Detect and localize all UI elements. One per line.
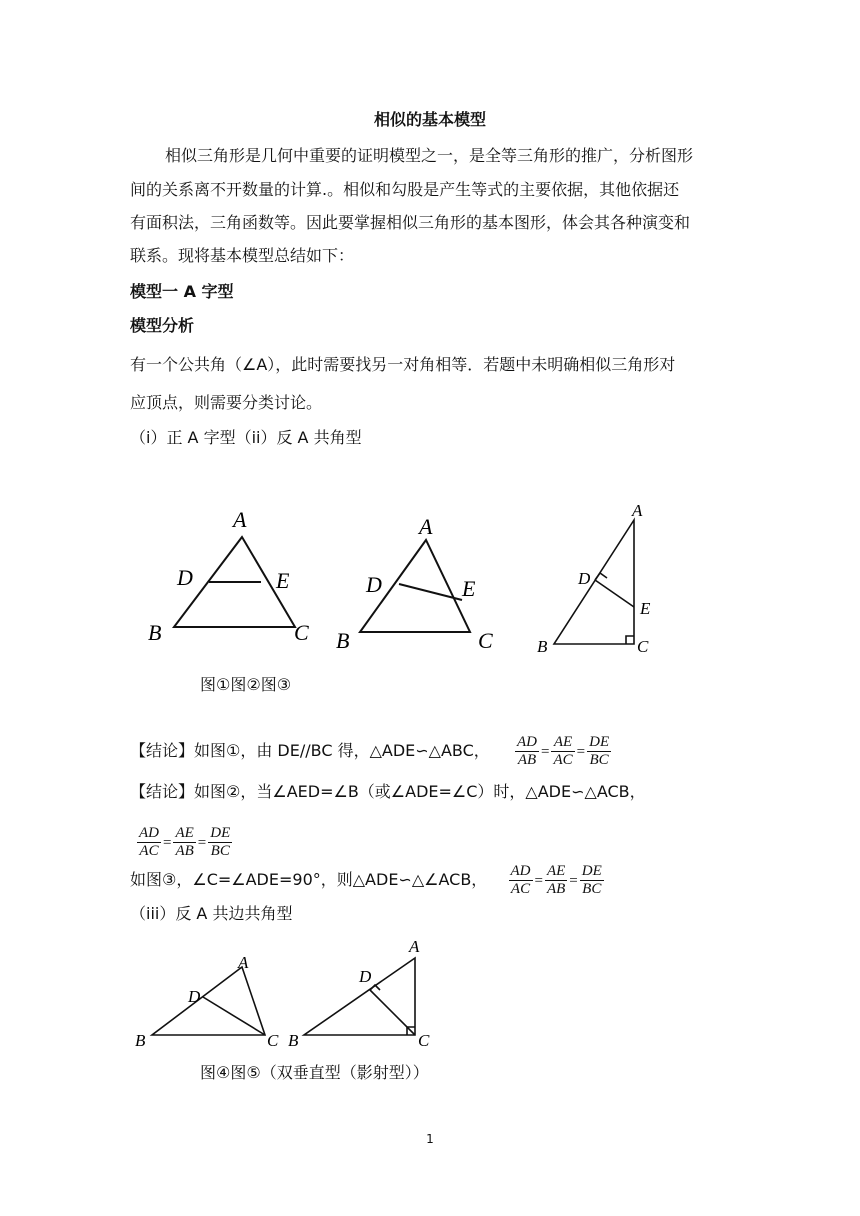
fig2-label-D: D — [366, 572, 382, 597]
c2-frac-3 — [208, 825, 232, 860]
c3-eq-2: = — [569, 872, 578, 889]
c1-frac-2 — [551, 734, 574, 769]
c2-frac-1-den: AC — [139, 843, 159, 859]
c1-frac-3-num: DE — [589, 734, 610, 750]
fig1-label-A: A — [233, 507, 247, 532]
c3-frac-1-num: AD — [510, 863, 531, 879]
figure-caption-1: 图①图②图③ — [200, 675, 292, 694]
conclusion-3-row — [130, 860, 605, 900]
fig4-label-D: D — [188, 987, 201, 1006]
fig1-label-C: C — [294, 620, 309, 645]
type3-line: （iii）反 A 共边共角型 — [130, 904, 293, 923]
fig3-label-A: A — [632, 501, 643, 520]
c1-frac-2-num: AE — [551, 734, 574, 752]
c2-frac-1 — [137, 825, 161, 860]
model1-heading: 模型一 A 字型 — [130, 282, 234, 301]
c1-frac-1-den: AB — [517, 752, 537, 768]
c2-eq-1: = — [163, 834, 172, 851]
c3-frac-2-num: AE — [546, 863, 566, 879]
figures-4-5 — [130, 930, 450, 1060]
c2-eq-2: = — [197, 834, 207, 851]
c3-frac-3-den: BC — [582, 881, 602, 897]
c2-frac-1-num: AD — [139, 825, 159, 841]
conclusion-2-text: 【结论】如图②，当∠AED=∠B（或∠ADE=∠C）时，△ADE∽△ACB， — [130, 782, 646, 801]
fig4-label-C: C — [267, 1031, 279, 1050]
figure-3 — [554, 520, 634, 644]
intro-line-3: 有面积法，三角函数等。因此要掌握相似三角形的基本图形，体会其各种演变和 — [130, 213, 691, 232]
conclusion-1-row — [130, 731, 612, 771]
fig1-label-B: B — [148, 620, 162, 645]
fig2-label-A: A — [419, 514, 433, 539]
figure-4 — [152, 967, 265, 1035]
fig5-label-A: A — [409, 937, 420, 956]
c2-frac-2-num: AE — [175, 825, 194, 841]
fig5-label-B: B — [288, 1031, 299, 1050]
analysis-line-1: 有一个公共角（∠A），此时需要找另一对角相等．若题中未明确相似三角形对 — [130, 355, 676, 374]
page-number: 1 — [426, 1132, 434, 1146]
c2-frac-2-den: AB — [175, 843, 194, 859]
fig3-label-E: E — [640, 599, 651, 618]
fig2-label-C: C — [478, 628, 493, 653]
c3-frac-2 — [545, 863, 567, 898]
analysis-heading: 模型分析 — [130, 316, 195, 335]
c3-frac-3 — [580, 863, 604, 898]
c1-eq-2: = — [576, 743, 586, 760]
intro-line-2: 间的关系离不开数量的计算.。相似和勾股是产生等式的主要依据，其他依据还 — [130, 180, 680, 199]
conclusion-3-text: 如图③，∠C=∠ADE=90°，则△ADE∽△∠ACB， — [130, 870, 488, 889]
c1-frac-1-num: AD — [517, 734, 537, 750]
fig5-label-C: C — [418, 1031, 430, 1050]
analysis-line-2: 应顶点，则需要分类讨论。 — [130, 393, 323, 412]
intro-line-4: 联系。现将基本模型总结如下： — [130, 246, 355, 265]
fig5-label-D: D — [359, 967, 372, 986]
c3-frac-2-den: AB — [546, 881, 566, 897]
c3-frac-1-den: AC — [510, 881, 531, 897]
c1-eq-1: = — [541, 743, 550, 760]
c3-frac-1 — [509, 863, 533, 898]
page-title: 相似的基本模型 — [373, 110, 486, 129]
c1-frac-3-den: BC — [589, 752, 609, 768]
c3-frac-3-num: DE — [581, 863, 602, 879]
conclusion-1-text: 【结论】如图①，由 DE//BC 得，△ADE∽△ABC， — [130, 741, 490, 760]
fig3-label-D: D — [578, 569, 591, 588]
figures-1-3 — [130, 490, 690, 670]
c1-frac-2-den: AC — [553, 752, 573, 768]
fig2-label-E: E — [462, 576, 476, 601]
conclusion-2-fractions — [136, 822, 233, 862]
fig4-label-A: A — [238, 953, 249, 972]
fig2-label-B: B — [336, 628, 350, 653]
fig1-label-E: E — [276, 568, 290, 593]
c3-eq-1: = — [534, 872, 543, 889]
c1-frac-3 — [587, 734, 611, 769]
types-line: （i）正 A 字型（ii）反 A 共角型 — [130, 428, 362, 447]
figure-caption-2: 图④图⑤（双垂直型（影射型）） — [200, 1063, 429, 1082]
fig3-label-B: B — [537, 637, 548, 656]
fig4-label-B: B — [135, 1031, 146, 1050]
c2-frac-3-num: DE — [210, 825, 231, 841]
fig1-label-D: D — [177, 565, 193, 590]
intro-line-1: 相似三角形是几何中重要的证明模型之一，是全等三角形的推广，分析图形 — [165, 146, 694, 165]
c2-frac-2 — [173, 825, 195, 860]
c2-frac-3-den: BC — [210, 843, 230, 859]
c1-frac-1 — [515, 734, 539, 769]
fig3-label-C: C — [637, 637, 649, 656]
